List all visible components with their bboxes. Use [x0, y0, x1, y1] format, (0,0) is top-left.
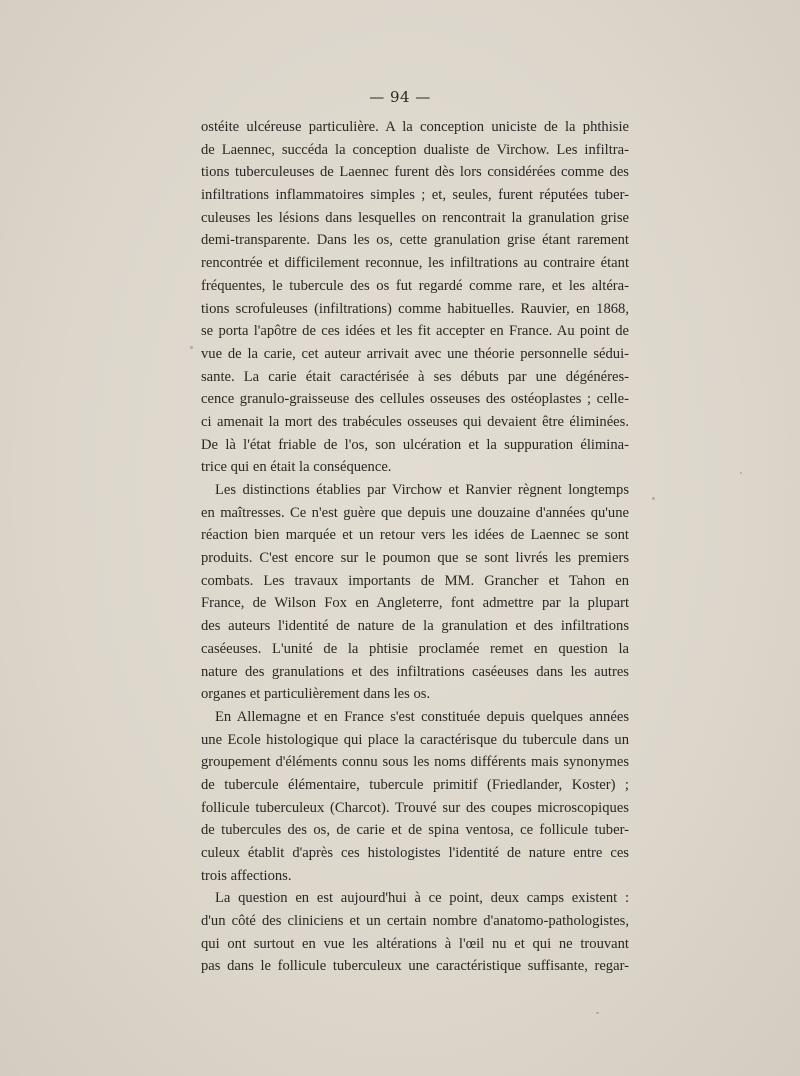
text-line: culeuses les lésions dans lesquelles on rencontrait la granulation grise — [201, 209, 629, 226]
text-line: groupement d'éléments connu sous les noms différents mais synonymes — [201, 754, 629, 771]
text-line: organes et particulièrement dans les os. — [201, 686, 431, 703]
text-line: se porta l'apôtre de ces idées et les fit accepter en France. Au point de — [201, 323, 629, 340]
text-line: de tubercules des os, de carie et de spina ventosa, ce follicule tuber- — [201, 822, 629, 839]
text-line: tions scrofuleuses (infiltrations) comme habituelles. Rauvier, en 1868, — [201, 300, 629, 317]
text-line: sante. La carie était caractérisée à ses débuts par une dégénéres- — [201, 368, 629, 385]
text-line: demi-transparente. Dans les os, cette granulation grise étant rarement — [201, 232, 629, 249]
text-line: France, de Wilson Fox en Angleterre, font admettre par la plupart — [201, 595, 629, 612]
page-number: — 94 — — [369, 88, 431, 106]
paper-speck — [190, 346, 193, 349]
text-line: follicule tuberculeux (Charcot). Trouvé sur des coupes microscopiques — [201, 799, 629, 816]
text-line: fréquentes, le tubercule des os fut regardé comme rare, et les altéra- — [201, 277, 629, 294]
text-line: nature des granulations et des infiltrations caséeuses dans les autres — [201, 663, 629, 680]
text-line: culeux établit d'après ces histologistes l'identité de nature entre ces — [201, 845, 629, 861]
text-line: caséeuses. L'unité de la phtisie proclamée remet en question la — [201, 640, 629, 657]
paper-speck — [596, 1012, 599, 1014]
text-line: une Ecole histologique qui place la caractérisque du tubercule dans un — [201, 731, 629, 748]
text-line: de Laennec, succéda la conception dualiste de Virchow. Les infiltra- — [201, 141, 629, 158]
paper-speck — [740, 472, 742, 474]
text-line: tions tuberculeuses de Laennec furent dès lors considérées comme des — [201, 164, 629, 181]
text-line: combats. Les travaux importants de MM. Grancher et Tahon en — [201, 572, 629, 589]
text-line: infiltrations inflammatoires simples ; et, seules, furent réputées tuber- — [201, 187, 629, 204]
text-line: réaction bien marquée et un retour vers les idées de Laennec se sont — [201, 527, 629, 544]
text-line: rencontrée et difficilement reconnue, les infiltrations au contraire étant — [201, 255, 629, 272]
text-line: d'un côté des cliniciens et un certain nombre d'anatomo-pathologistes, — [201, 913, 629, 930]
text-line: produits. C'est encore sur le poumon que se sont livrés les premiers — [201, 550, 629, 567]
body-text — [201, 116, 629, 978]
text-line: de tubercule élémentaire, tubercule primitif (Friedlander, Koster) ; — [201, 776, 629, 793]
text-line: en maîtresses. Ce n'est guère que depuis une douzaine d'années qu'une — [201, 504, 629, 521]
text-line: trice qui en était la conséquence. — [201, 459, 392, 476]
text-line: pas dans le follicule tuberculeux une caractéristique suffisante, regar- — [201, 958, 629, 975]
text-line: Les distinctions établies par Virchow et Ranvier règnent longtemps — [215, 482, 629, 498]
text-line: La question en est aujourd'hui à ce point, deux camps existent : — [215, 890, 629, 907]
text-line: De là l'état friable de l'os, son ulcération et la suppuration élimina- — [201, 436, 629, 453]
text-line: vue de la carie, cet auteur arrivait avec une théorie personnelle sédui- — [201, 345, 629, 362]
text-line: trois affections. — [201, 867, 292, 884]
text-line: ostéite ulcéreuse particulière. A la conception uniciste de la phthisie — [201, 119, 629, 135]
text-line: qui ont surtout en vue les altérations à l'œil nu et qui ne trouvant — [201, 935, 629, 952]
paper-speck — [652, 497, 655, 500]
text-line: des auteurs l'identité de nature de la granulation et des infiltrations — [201, 618, 629, 635]
text-line: En Allemagne et en France s'est constituée depuis quelques années — [215, 708, 629, 725]
text-line: ci amenait la mort des trabécules osseuses qui devaient être éliminées. — [201, 413, 629, 430]
text-line: cence granulo-graisseuse des cellules osseuses des ostéoplastes ; celle- — [201, 391, 629, 408]
